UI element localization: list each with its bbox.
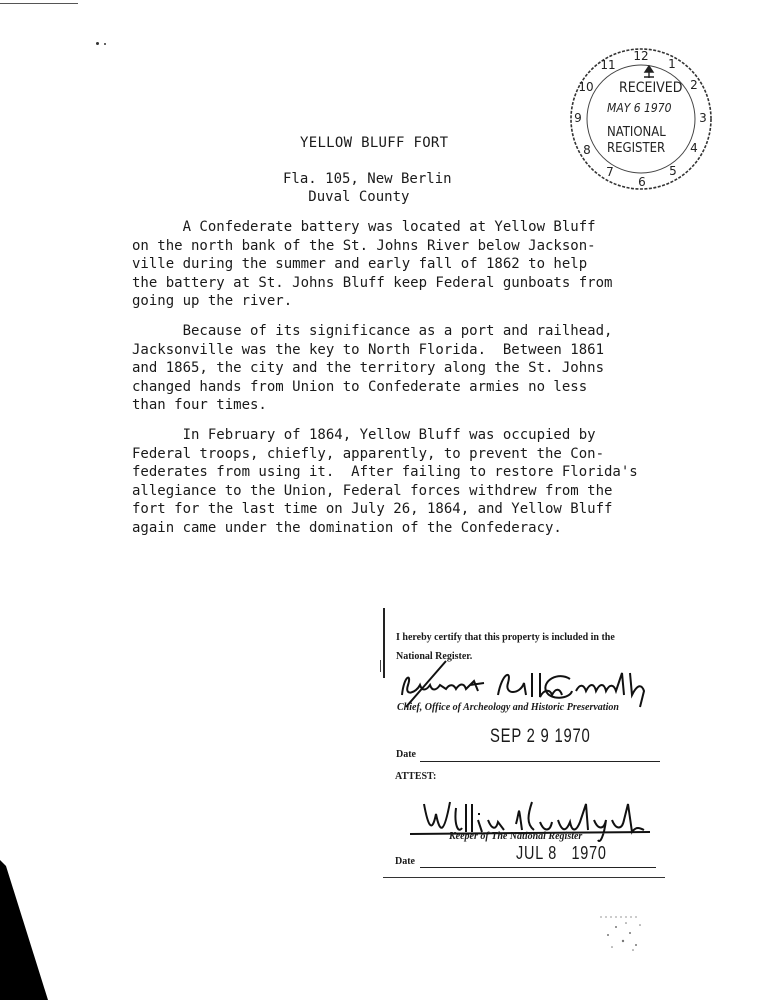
margin-tick: [380, 660, 381, 672]
stamp-number: 11: [600, 58, 616, 72]
scan-edge-line: [0, 3, 78, 4]
scan-speck: [96, 42, 99, 45]
attest-label: ATTEST:: [395, 771, 437, 782]
stamp-number: 2: [690, 78, 698, 92]
margin-bar: [383, 608, 385, 678]
stamp-number: 1: [668, 57, 676, 71]
scan-speck: [104, 43, 106, 45]
date-stamp-sep: SEP 2 9 1970: [490, 726, 591, 747]
date-line-2: [420, 867, 656, 868]
stamp-number: 12: [633, 49, 649, 63]
stamp-received: RECEIVED: [619, 80, 683, 96]
paragraph-3: In February of 1864, Yellow Bluff was occupied by Federal troops, chiefly, apparently, to prevent the Con- federates from using it. After failing to restore Florida's allegiance to the Union, Federal forces withdrew from the fort for the last time on July 26, 1864, and Yellow Bluff again came under the domination of the Confederacy.: [132, 427, 638, 536]
date-line-1: [420, 761, 660, 762]
stamp-date: MAY 6 1970: [607, 101, 672, 115]
received-stamp: [563, 44, 719, 194]
paragraph-2: Because of its significance as a port and railhead, Jacksonville was the key to North Florida. Between 1861 and 1865, the city and the territory along the St. Johns changed hands from Union to Confederate armies no less than four times.: [132, 323, 613, 414]
stamp-number: 6: [638, 175, 646, 189]
stamp-number: 7: [606, 165, 614, 179]
stamp-register: REGISTER: [607, 141, 666, 156]
cert-line-1: I hereby certify that this property is included in the: [396, 632, 615, 643]
cert-line-2: National Register.: [396, 651, 473, 662]
paragraph-1: A Confederate battery was located at Yellow Bluff on the north bank of the St. Johns River below Jackson- ville during the summer and early fall of 1862 to help the battery at St. Johns Bluff keep Federal gunboats from going up the river.: [132, 219, 613, 310]
stamp-number: 9: [574, 111, 582, 125]
arrow-icon: [644, 66, 654, 78]
page-title: YELLOW BLUFF FORT: [300, 135, 449, 151]
stamp-number: 8: [583, 143, 591, 157]
date-stamp-jul: JUL 8 1970: [516, 843, 607, 863]
stamp-national: NATIONAL: [607, 125, 666, 140]
date-label-1: Date: [396, 749, 416, 760]
date-label-2: Date: [395, 856, 415, 867]
location-subtitle: [283, 170, 452, 206]
stamp-number: 4: [690, 141, 698, 155]
subtitle-line-2: Duval County: [308, 189, 410, 205]
scan-shadow-wedge: [0, 860, 50, 1000]
chief-title: Chief, Office of Archeology and Historic Preservation: [397, 702, 619, 713]
bottom-rule: [383, 877, 665, 878]
keeper-title: Keeper of The National Register: [449, 831, 583, 842]
stamp-number: 3: [699, 111, 707, 125]
stamp-number: 5: [669, 164, 677, 178]
subtitle-line-1: Fla. 105, New Berlin: [283, 171, 452, 187]
scan-smudge: [598, 915, 648, 955]
stamp-number: 10: [578, 80, 594, 94]
